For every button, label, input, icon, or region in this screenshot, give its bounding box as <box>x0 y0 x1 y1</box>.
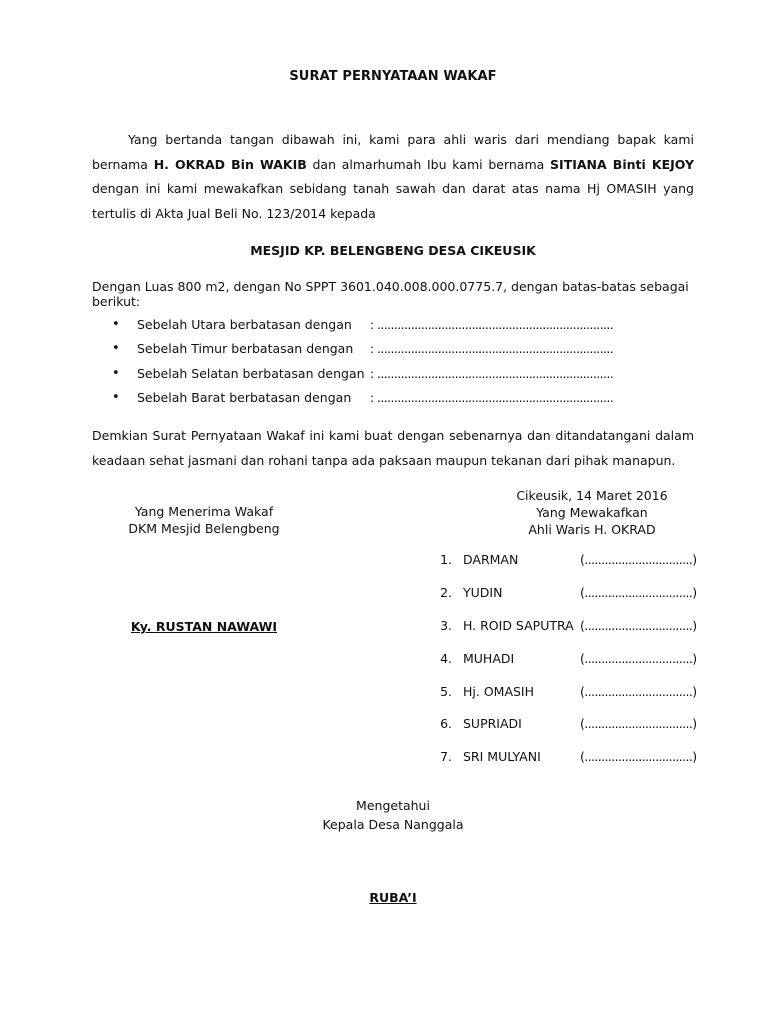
place-date: Cikeusik, 14 Maret 2016 <box>516 488 668 503</box>
boundary-label: Sebelah Timur berbatasan dengan <box>137 341 354 357</box>
heir-name: SUPRIADI <box>463 716 522 731</box>
acknowledge-label: Mengetahui <box>356 798 430 813</box>
heir-signature-line: (................................) <box>580 651 697 666</box>
heir-number: 1. <box>440 552 452 567</box>
heir-name: H. ROID SAPUTRA <box>463 618 574 633</box>
land-area-line: Dengan Luas 800 m2, dengan No SPPT 3601.040.008.000.0775.7, dengan batas-batas sebagai berikut: <box>92 279 689 309</box>
intro-text-1: Yang bertanda tangan dibawah ini, kami para ahli waris dari mendiang bapak kami bernama <box>92 132 694 172</box>
heir-number: 3. <box>440 618 452 633</box>
heir-signature-line: (................................) <box>580 684 697 699</box>
bullet-icon: • <box>112 365 120 381</box>
giver-role: Yang Mewakafkan <box>536 505 648 520</box>
boundary-value: : ...................................................................... <box>370 365 614 381</box>
giver-heirs-of: Ahli Waris H. OKRAD <box>528 522 656 537</box>
heir-number: 7. <box>440 749 452 764</box>
recipient-heading: MESJID KP. BELENGBENG DESA CIKEUSIK <box>250 243 536 258</box>
receiver-signatory: Ky. RUSTAN NAWAWI <box>130 619 278 634</box>
heir-number: 4. <box>440 651 452 666</box>
intro-text-2: dan almarhumah Ibu kami bernama <box>306 156 551 172</box>
receiver-role: Yang Menerima Wakaf <box>134 504 274 519</box>
boundary-value: : ...................................................................... <box>370 389 614 405</box>
document-title: SURAT PERNYATAAN WAKAF <box>289 69 497 84</box>
heir-number: 5. <box>440 684 452 699</box>
heir-number: 6. <box>440 716 452 731</box>
heir-number: 2. <box>440 585 452 600</box>
heir-signature-line: (................................) <box>580 749 697 764</box>
boundary-value: : ...................................................................... <box>370 341 614 357</box>
intro-paragraph <box>92 128 694 226</box>
boundary-label: Sebelah Barat berbatasan dengan <box>137 389 352 405</box>
heir-name: Hj. OMASIH <box>463 684 535 699</box>
heir-signature-line: (................................) <box>580 618 697 633</box>
father-name: H. OKRAD Bin WAKIB <box>153 156 307 172</box>
intro-text-3: dengan ini kami mewakafkan sebidang tanah sawah dan darat atas nama Hj OMASIH yang tertulis di Akta Jual Beli No. 123/2014 kepada <box>92 181 694 221</box>
village-head-signatory: RUBA’I <box>369 890 417 905</box>
bullet-icon: • <box>112 389 120 405</box>
giver-block <box>452 487 732 538</box>
heir-name: YUDIN <box>463 585 503 600</box>
receiver-org: DKM Mesjid Belengbeng <box>128 521 280 536</box>
heir-signature-line: (................................) <box>580 585 697 600</box>
acknowledge-role: Kepala Desa Nanggala <box>322 817 464 832</box>
receiver-block <box>84 503 324 537</box>
heir-name: MUHADI <box>463 651 515 666</box>
mother-name: SITIANA Binti KEJOY <box>550 156 695 172</box>
boundary-value: : ...................................................................... <box>370 317 614 332</box>
bullet-icon: • <box>112 341 120 357</box>
heir-name: DARMAN <box>463 552 519 567</box>
heir-signature-line: (................................) <box>580 716 697 731</box>
acknowledge-block <box>0 796 768 834</box>
boundary-label: Sebelah Utara berbatasan dengan <box>137 317 352 332</box>
heir-name: SRI MULYANI <box>463 749 541 764</box>
closing-paragraph: Demkian Surat Pernyataan Wakaf ini kami buat dengan sebenarnya dan ditandatangani dalam keadaan sehat jasmani dan rohani tanpa ada paksaan maupun tekanan dari pihak manapun. <box>92 428 694 468</box>
boundary-label: Sebelah Selatan berbatasan dengan <box>137 365 365 381</box>
heir-signature-line: (................................) <box>580 552 697 567</box>
bullet-icon: • <box>112 317 120 332</box>
